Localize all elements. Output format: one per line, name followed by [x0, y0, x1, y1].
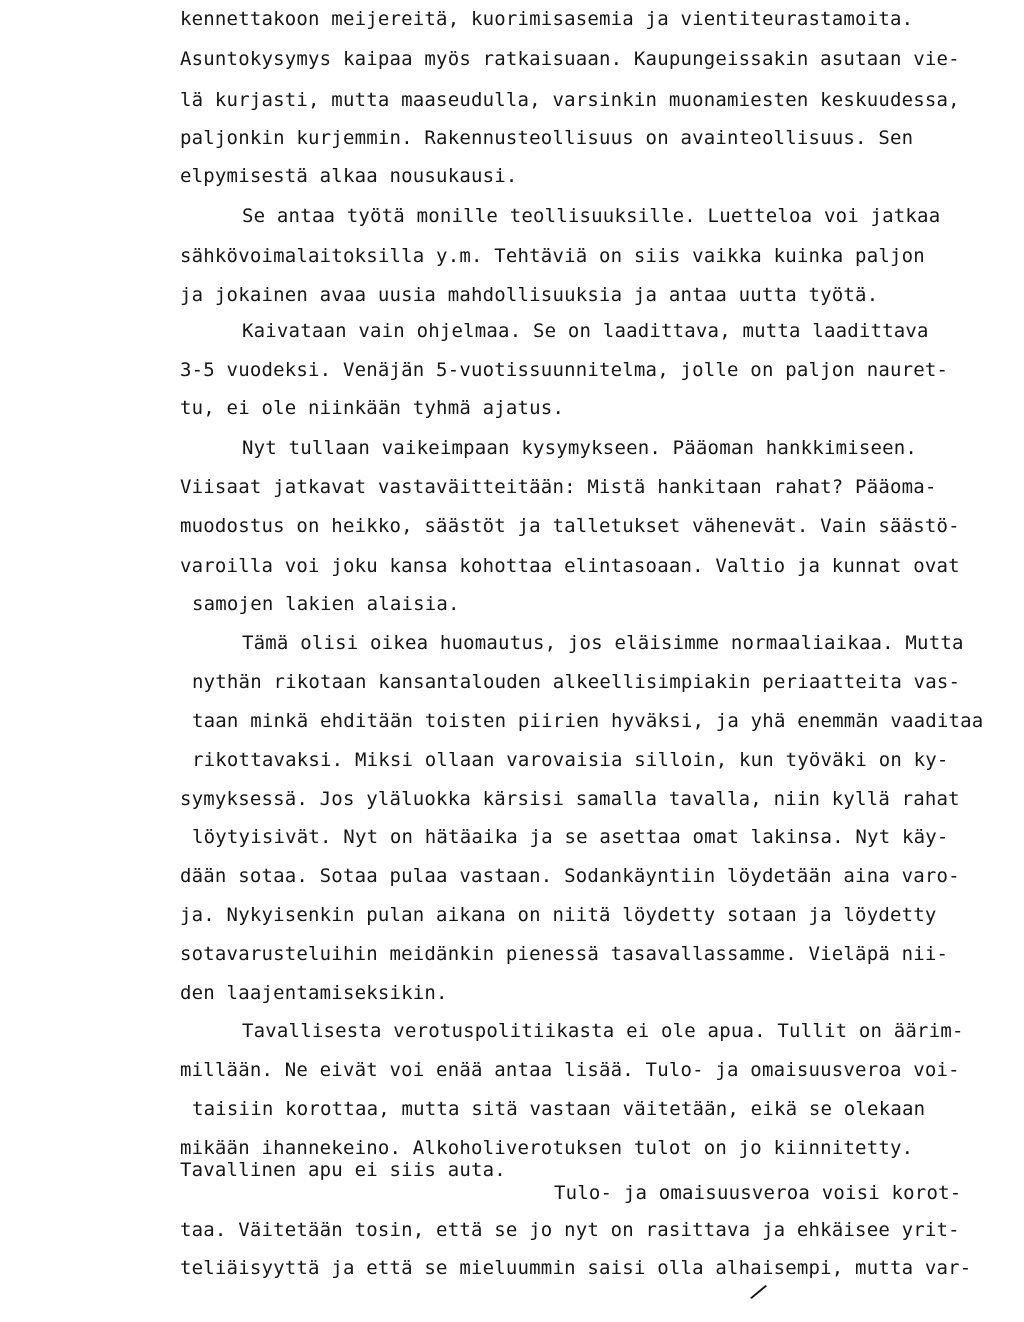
text-line: symyksessä. Jos yläluokka kärsisi samalla tavalla, niin kyllä rahat: [180, 788, 960, 810]
text-line: samojen lakien alaisia.: [192, 593, 460, 615]
text-line: den laajentamiseksikin.: [180, 982, 448, 1004]
text-line: teliäisyyttä ja että se mieluummin saisi olla alhaisempi, mutta var-: [180, 1257, 972, 1279]
text-line: Viisaat jatkavat vastaväitteitään: Mistä hankitaan rahat? Pääoma-: [180, 476, 937, 498]
pen-mark: /: [747, 1278, 770, 1307]
text-line: paljonkin kurjemmin. Rakennusteollisuus on avainteollisuus. Sen: [180, 127, 914, 149]
text-line: rikottavaksi. Miksi ollaan varovaisia silloin, kun työväki on ky-: [192, 749, 949, 771]
text-line: taan minkä ehditään toisten piirien hyväksi, ja yhä enemmän vaaditaa: [192, 710, 984, 732]
text-line: Tämä olisi oikea huomautus, jos eläisimme normaaliaikaa. Mutta: [242, 632, 964, 654]
text-line: tu, ei ole niinkään tyhmä ajatus.: [180, 397, 565, 419]
text-line: ja. Nykyisenkin pulan aikana on niitä löydetty sotaan ja löydetty: [180, 904, 937, 926]
text-line: lä kurjasti, mutta maaseudulla, varsinkin muonamiesten keskuudessa,: [180, 89, 960, 111]
text-line: Tavallisesta verotuspolitiikasta ei ole apua. Tullit on äärim-: [242, 1020, 964, 1042]
text-line: dään sotaa. Sotaa pulaa vastaan. Sodankäyntiin löydetään aina varo-: [180, 865, 960, 887]
text-line: Se antaa työtä monille teollisuuksille. Luetteloa voi jatkaa: [242, 205, 941, 227]
text-line: Nyt tullaan vaikeimpaan kysymykseen. Pääoman hankkimiseen.: [242, 437, 918, 459]
text-line: Kaivataan vain ohjelmaa. Se on laadittava, mutta laadittava: [242, 320, 929, 342]
text-line: elpymisestä alkaa nousukausi.: [180, 165, 518, 187]
text-line: ja jokainen avaa uusia mahdollisuuksia ja antaa uutta työtä.: [180, 284, 879, 306]
text-line: 3-5 vuodeksi. Venäjän 5-vuotissuunnitelma, jolle on paljon nauret-: [180, 359, 949, 381]
text-line: taa. Väitetään tosin, että se jo nyt on rasittava ja ehkäisee yrit-: [180, 1219, 960, 1241]
text-line: millään. Ne eivät voi enää antaa lisää. Tulo- ja omaisuusveroa voi-: [180, 1059, 960, 1081]
text-line: sähkövoimalaitoksilla y.m. Tehtäviä on siis vaikka kuinka paljon: [180, 245, 925, 267]
text-line: nythän rikotaan kansantalouden alkeellisimpiakin periaatteita vas-: [192, 671, 961, 693]
text-line: taisiin korottaa, mutta sitä vastaan väitetään, eikä se olekaan: [192, 1098, 926, 1120]
text-line: Asuntokysymys kaipaa myös ratkaisuaan. Kaupungeissakin asutaan vie-: [180, 48, 960, 70]
text-line: sotavarusteluihin meidänkin pienessä tasavallassamme. Vieläpä nii-: [180, 943, 949, 965]
text-line: kennettakoon meijereitä, kuorimisasemia ja vientiteurastamoita.: [180, 8, 914, 30]
text-line: Tavallinen apu ei siis auta.: [180, 1159, 506, 1181]
text-line: mikään ihannekeino. Alkoholiverotuksen tulot on jo kiinnitetty.: [180, 1137, 914, 1159]
text-line: muodostus on heikko, säästöt ja talletukset vähenevät. Vain säästö-: [180, 515, 960, 537]
text-line: Tulo- ja omaisuusveroa voisi korot-: [554, 1182, 962, 1204]
text-line: varoilla voi joku kansa kohottaa elintasoaan. Valtio ja kunnat ovat: [180, 555, 960, 577]
text-line: löytyisivät. Nyt on hätäaika ja se asettaa omat lakinsa. Nyt käy-: [192, 826, 949, 848]
